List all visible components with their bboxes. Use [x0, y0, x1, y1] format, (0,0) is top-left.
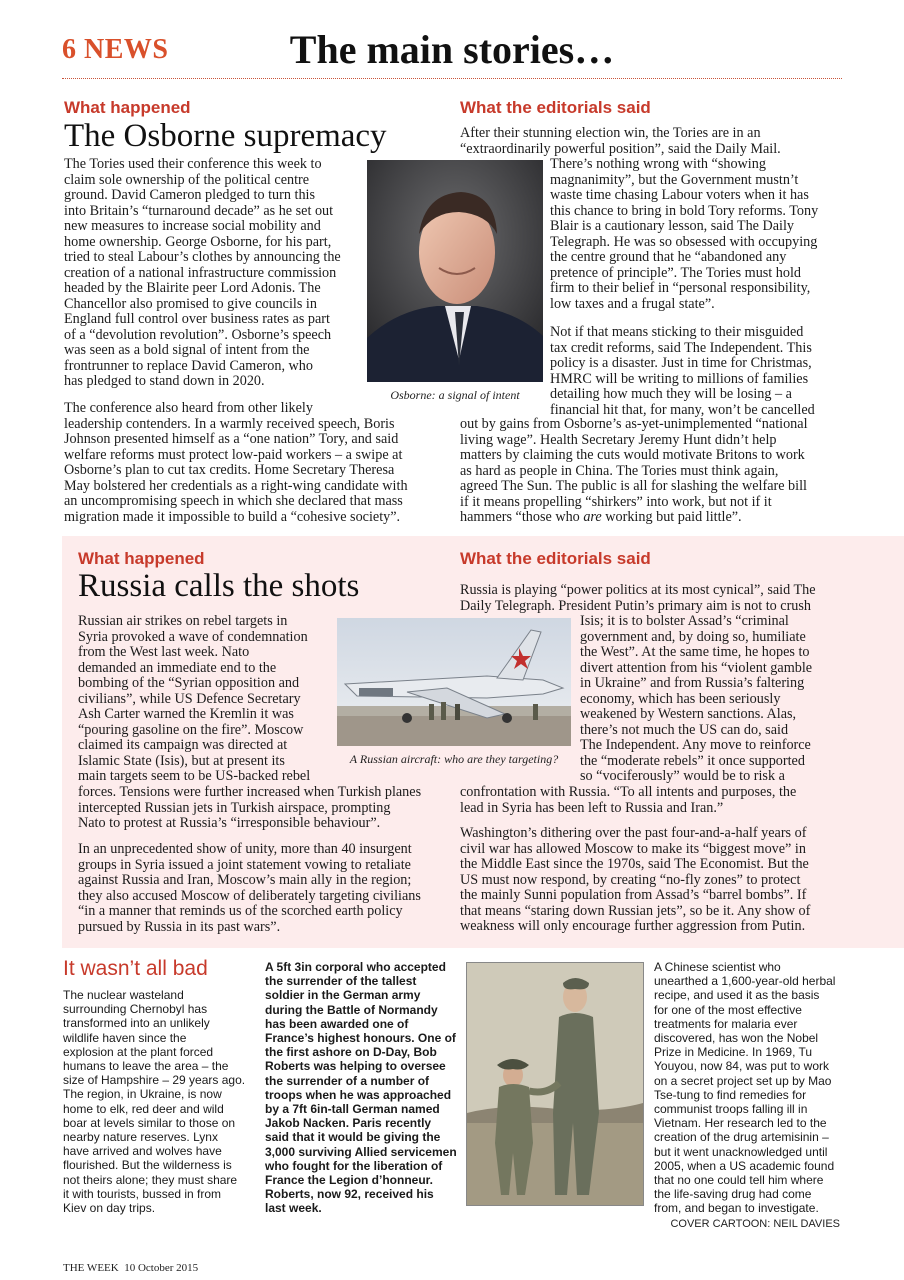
body-line: “pouring gasoline on the fire”. Moscow [78, 721, 304, 738]
body-line: discovered, has won the Nobel [654, 1031, 819, 1046]
body-line: there’s not much the US can do, said [580, 721, 789, 738]
body-line: Syria provoked a wave of condemnation [78, 628, 308, 645]
russia-editorials-narrow [580, 614, 842, 785]
body-line: was seen as a bold signal of intent from the [64, 342, 310, 358]
normandy-story [265, 960, 461, 1216]
body-line: The conference also heard from other likely [64, 400, 313, 416]
osborne-caption: Osborne: a signal of intent [390, 388, 520, 402]
not-all-bad-title: It wasn’t all bad [63, 957, 208, 980]
body-line: “extraordinarily powerful position”, said the Daily Mail. [460, 140, 781, 157]
body-line: home to elk, red deer and wild [63, 1101, 224, 1116]
body-line: recipe, and used it as the basis [654, 988, 820, 1003]
body-line: the surrender of the tallest [265, 974, 417, 989]
russia-editorials-tail [460, 785, 842, 816]
header-divider [62, 78, 842, 79]
body-line: claimed its campaign was directed at [78, 737, 288, 753]
body-line: the surrender of a number of [265, 1073, 430, 1088]
body-line: frontrunner to replace David Cameron, who [64, 357, 313, 374]
body-line: home ownership. George Osborne, for his part, [64, 233, 332, 250]
body-line: Nato to protest at Russia’s “irresponsible behaviour”. [78, 815, 381, 831]
body-line: wildlife haven since the [63, 1030, 187, 1045]
osborne-editorials-narrow-2 [550, 325, 842, 418]
body-line: After their stunning election win, the Tories are in an [460, 125, 761, 141]
body-line: the life-saving drug had come [654, 1187, 812, 1202]
body-line: humans to leave the area – the [63, 1059, 229, 1074]
body-line: agreed The Sun. The public is all for slashing the welfare bill [460, 478, 807, 494]
body-line: Islamic State (Isis), but at present its [78, 752, 285, 769]
osborne-editorials-lead [460, 126, 840, 157]
body-line: weakness will only encourage further aggression from Putin. [460, 918, 806, 934]
body-line: transformed into an unlikely [63, 1016, 210, 1031]
body-line: unearthed a 1,600-year-old herbal [654, 974, 836, 989]
body-line: England full control over business rates as part [64, 311, 330, 327]
section-label: NEWS [84, 34, 169, 65]
body-line: that no one could tell him where [654, 1173, 824, 1188]
russia-body-full-2 [78, 842, 450, 935]
body-line: that means “staring down Russian jets”, so be it. Any show of [460, 902, 811, 919]
soldiers-photo [466, 962, 644, 1206]
malaria-story [654, 960, 850, 1216]
body-line: have arrived and wolves have [63, 1144, 222, 1159]
page-title: The main stories… [289, 27, 615, 72]
body-line: from the West last week. Nato [78, 644, 250, 660]
body-line: they also accused Moscow of deliberately targeting civilians [78, 887, 421, 904]
body-line: living wage”. Health Secretary Jeremy Hunt didn’t help [460, 431, 777, 448]
body-line: nearby nature reserves. Lynx [63, 1130, 218, 1145]
body-line: waste time chasing Labour voters when it has [550, 187, 809, 203]
body-line: creation of the drug artemisinin – [654, 1130, 829, 1145]
osborne-photo [367, 160, 543, 382]
body-line: The Independent. Any move to reinforce [580, 737, 811, 753]
body-line: Ash Carter warned the Kremlin it was [78, 706, 294, 722]
body-text: hammers “those who [460, 509, 584, 525]
body-line: troops when he was approached [265, 1087, 452, 1102]
body-line: not theirs alone; they must share [63, 1172, 238, 1187]
body-line: low taxes and a frugal state”. [550, 295, 715, 312]
russia-body-narrow [78, 614, 340, 785]
body-line: welfare reforms must protect low-paid workers – a swipe at [64, 446, 403, 463]
issue-footer: THE WEEK 10 October 2015 [63, 1262, 199, 1274]
body-line: during the Battle of Normandy [265, 1002, 438, 1017]
russia-headline: Russia calls the shots [78, 568, 360, 604]
body-line: said that it would be giving the [265, 1130, 441, 1145]
body-line: France’s highest honours. One of [265, 1031, 456, 1046]
body-line: Tse-tung to find remedies for [654, 1087, 807, 1102]
page-number: 6 [62, 34, 77, 65]
body-line: out by gains from Osborne’s as-yet-unimplemented “national [460, 416, 808, 432]
body-line: pretence of principle”. The Tories must hold [550, 264, 802, 281]
body-line: Russia is playing “power politics at its most cynical”, said The [460, 582, 816, 598]
osborne-kicker: What happened [64, 98, 191, 117]
body-line: so “vociferously” would be to risk a [580, 768, 785, 784]
body-line: Blair is a cautionary lesson, said The Daily [550, 218, 795, 234]
body-line: confrontation with Russia. “To all intents and purposes, the [460, 784, 797, 800]
body-line: tax credit reforms, said The Independent. This [550, 339, 812, 356]
body-line: forces. Tensions were further increased when Turkish planes [78, 784, 422, 800]
body-line: Prize in Medicine. In 1969, Tu [654, 1045, 813, 1060]
body-line: as hard as people in China. The Tories must think again, [460, 462, 779, 479]
body-line: Youyou, now 84, was put to work [654, 1059, 829, 1074]
body-line: leadership contenders. In a warmly received speech, Boris [64, 415, 395, 432]
osborne-headline: The Osborne supremacy [64, 118, 387, 154]
body-line: There’s nothing wrong with “showing [550, 156, 766, 172]
body-line: Isis; it is to bolster Assad’s “criminal [580, 613, 789, 629]
body-line: intercepted Russian jets in Turkish airspace, prompting [78, 799, 391, 816]
body-line: “in a manner that reminds us of the scorched earth policy [78, 903, 403, 919]
body-line: Telegraph. He was so obsessed with occupying [550, 233, 818, 250]
body-line: this chance to bring in bold Tory reforms. Tony [550, 202, 819, 219]
russia-caption: A Russian aircraft: who are they targeting? [349, 752, 559, 766]
body-line: HMRC will be writing to millions of families [550, 370, 809, 387]
body-line [460, 510, 842, 526]
body-text: working but paid little”. [601, 509, 742, 525]
body-line: soldier in the German army [265, 988, 421, 1003]
body-line: on a secret project set up by Mao [654, 1073, 832, 1088]
russia-body-full [78, 785, 450, 832]
body-line: matters by claiming the cuts would motivate Britons to work [460, 447, 805, 463]
body-line: main targets seem to be US-backed rebel [78, 768, 311, 784]
body-line: weakened by Western sanctions. Alas, [580, 706, 797, 722]
body-line: May bolstered her credentials as a right-wing candidate with [64, 477, 408, 494]
body-line: civilians”, while US Defence Secretary [78, 690, 301, 707]
body-line: firm to their belief in “personal responsibility, [550, 280, 811, 296]
body-line: A 5ft 3in corporal who accepted [265, 960, 446, 974]
body-line: divert attention from his “violent gamble [580, 659, 813, 676]
emphasis-text: are [583, 509, 602, 525]
body-line: size of Hampshire – 29 years ago. [63, 1073, 246, 1088]
osborne-editorials-narrow [550, 157, 842, 312]
body-line: pursued by Russia in its past wars”. [78, 918, 281, 935]
russia-kicker: What happened [78, 549, 205, 568]
body-line: has pledged to stand down in 2020. [64, 373, 265, 389]
body-line: detailing how much they will be losing – a [550, 386, 792, 402]
osborne-body-top [64, 157, 364, 390]
body-line: 3,000 surviving Allied servicemen [265, 1144, 457, 1159]
body-line: The Tories used their conference this week to [64, 156, 322, 172]
body-line: for one of the most effective [654, 1002, 802, 1017]
body-line: economy, which has been seriously [580, 690, 781, 707]
osborne-body-bottom [64, 401, 436, 525]
body-line: financial hit that, for many, won’t be cancelled [550, 401, 815, 418]
body-line: bombing of the “Syrian opposition and [78, 675, 300, 691]
russia-editorials-tail-2 [460, 826, 842, 935]
body-line: boar at levels similar to those on [63, 1115, 236, 1130]
body-line: demanded an immediate end to the [78, 659, 277, 676]
body-line: communist troops falling ill in [654, 1102, 808, 1117]
body-line: Johnson presented himself as a “one nation” Tory, and said [64, 431, 399, 447]
body-line: 2005, when a US academic found [654, 1158, 835, 1173]
body-line: it with tourists, bussed in from [63, 1186, 222, 1201]
body-line: flourished. But the wilderness is [63, 1158, 232, 1173]
body-line: The region, in Ukraine, is now [63, 1087, 222, 1102]
body-line: tried to steal Labour’s clothes by announcing the [64, 249, 341, 265]
body-line: government and, by doing so, humiliate [580, 628, 806, 645]
chernobyl-story [63, 988, 259, 1215]
body-line: migration made it impossible to build a “cohesive society”. [64, 508, 401, 525]
body-line: the West”. At the same time, he hopes to [580, 644, 810, 660]
russia-editorials-kicker: What the editorials said [460, 549, 651, 568]
body-line: Roberts was helping to oversee [265, 1059, 446, 1074]
osborne-editorials-tail [460, 417, 842, 526]
body-line: the mainly Sunni population from Assad’s “barrel bombs”. If [460, 887, 807, 903]
body-line: headed by the Blairite peer Lord Adonis. The [64, 280, 321, 296]
body-line: the centre ground that he “abandoned any [550, 249, 787, 265]
body-line: Roberts, now 92, received his [265, 1187, 434, 1202]
osborne-editorials-kicker: What the editorials said [460, 98, 651, 117]
body-line: civil war has allowed Moscow to make its “biggest move” in [460, 840, 806, 857]
body-line: treatments for malaria ever [654, 1016, 798, 1031]
body-line: Russian air strikes on rebel targets in [78, 613, 288, 629]
body-line: new measures to increase social mobility and [64, 218, 321, 234]
body-line: surrounding Chernobyl has [63, 1002, 208, 1017]
body-line: but it went unacknowledged until [654, 1144, 828, 1159]
body-line: creation of a national infrastructure commission [64, 264, 337, 281]
body-line: In an unprecedented show of unity, more than 40 insurgent [78, 841, 412, 857]
body-line: of a “devolution revolution”. Osborne’s speech [64, 326, 332, 343]
body-line: into Britain’s “turnaround decade” as he set out [64, 202, 334, 219]
body-line: has been awarded one of [265, 1016, 409, 1031]
body-line: magnanimity”, but the Government mustn’t [550, 171, 799, 188]
body-line: an uncompromising speech in which she declared that mass [64, 493, 403, 509]
body-line: Chancellor also promised to give councils in [64, 295, 317, 312]
body-line: who fought for the liberation of [265, 1158, 443, 1173]
russian-aircraft-photo [337, 618, 571, 746]
body-line: claim sole ownership of the political centre [64, 171, 310, 188]
body-line: Osborne’s plan to cut tax credits. Home Secretary Theresa [64, 462, 395, 478]
body-line: A Chinese scientist who [654, 960, 781, 974]
body-line: policy is a disaster. Just in time for Christmas, [550, 355, 812, 371]
body-line: if it means propelling “shirkers” into work, but not if it [460, 493, 772, 510]
russia-editorials-lead [460, 583, 842, 614]
body-line: the “moderate rebels” it once supported [580, 752, 805, 769]
cover-credit: COVER CARTOON: NEIL DAVIES [670, 1218, 840, 1230]
body-line: Daily Telegraph. President Putin’s primary aim is not to crush [460, 597, 812, 614]
body-line: against Russia and Iran, Moscow’s main ally in the region; [78, 872, 412, 888]
body-line: Not if that means sticking to their misguided [550, 324, 804, 340]
body-line: US must now respond, by creating “no-fly zones” to protect [460, 871, 801, 888]
body-line: lead in Syria has been left to Russia and Iran.” [460, 799, 724, 816]
body-line: Kiev on day trips. [63, 1201, 156, 1216]
body-line: Jakob Nacken. Paris recently [265, 1116, 432, 1131]
body-line: by a 7ft 6in-tall German named [265, 1102, 440, 1117]
body-line: the Middle East since the 1970s, said The Economist. But the [460, 856, 809, 872]
body-line: ground. David Cameron pledged to turn this [64, 187, 315, 203]
body-line: Washington’s dithering over the past four-and-a-half years of [460, 825, 807, 841]
body-line: The nuclear wasteland [63, 988, 184, 1002]
body-line: groups in Syria issued a joint statement vowing to retaliate [78, 856, 411, 873]
body-line: the first ashore on D-Day, Bob [265, 1045, 437, 1060]
body-line: in Ukraine” and from Russia’s faltering [580, 675, 805, 691]
body-line: from, and began to investigate. [654, 1201, 819, 1216]
body-line: last week. [265, 1201, 322, 1216]
body-line: explosion at the plant forced [63, 1044, 214, 1059]
body-line: France the Legion d’honneur. [265, 1173, 434, 1188]
body-line: Vietnam. Her research led to the [654, 1116, 827, 1131]
